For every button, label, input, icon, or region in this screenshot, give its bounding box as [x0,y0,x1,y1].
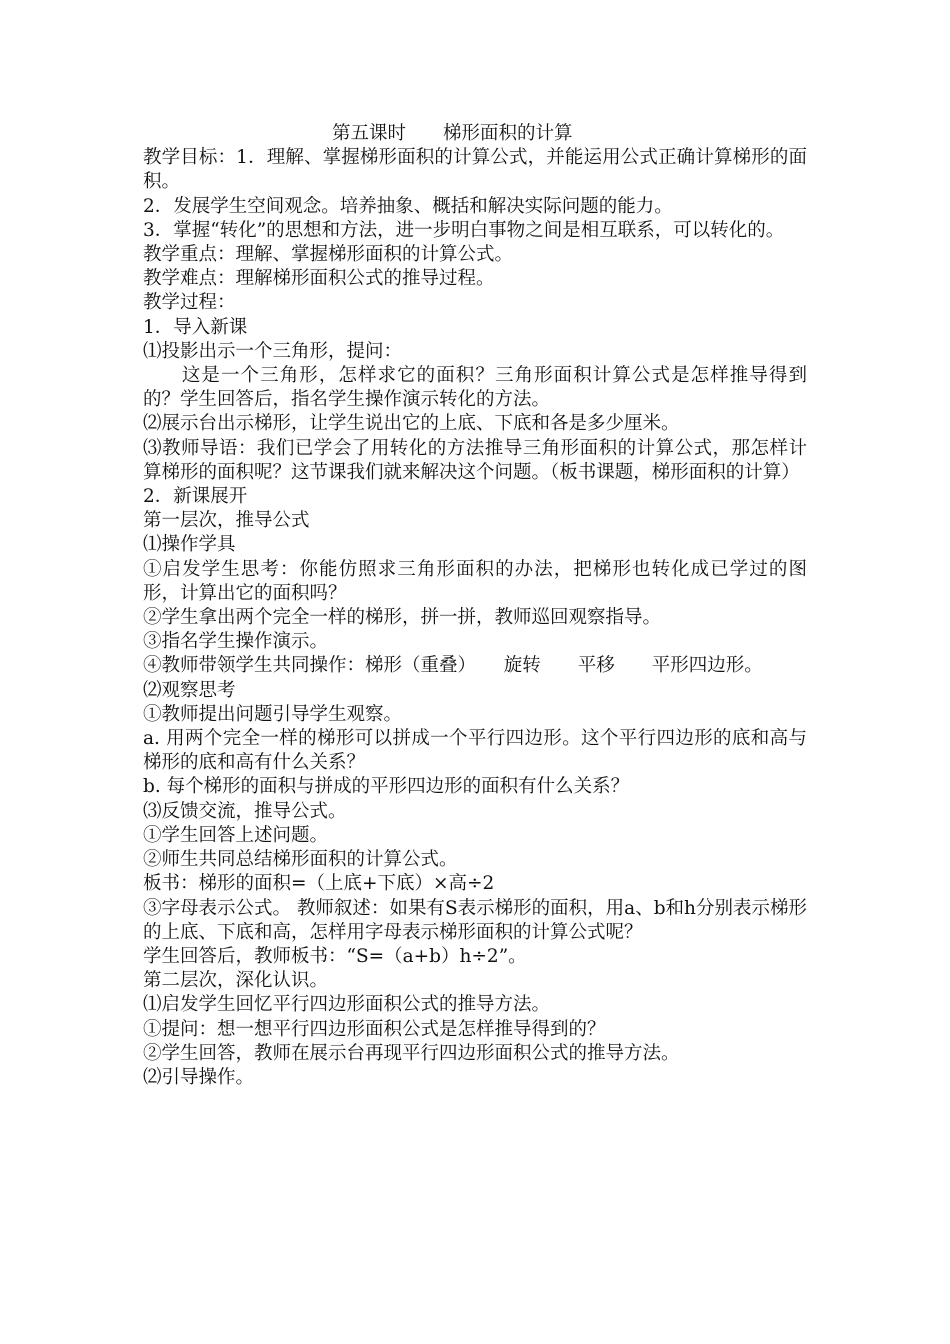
paragraph-question-a: a. 用两个完全一样的梯形可以拼成一个平行四边形。这个平行四边形的底和高与梯形的底和高有什么关系？ [143,728,807,774]
paragraph-operate-4: ④教师带领学生共同操作：梯形（重叠） 旋转 平移 平形四边形。 [143,655,763,677]
paragraph-section-2: 2．新课展开 [143,486,248,508]
paragraph-operate-1: ①启发学生思考：你能仿照求三角形面积的办法，把梯形也转化成已学过的图形，计算出它的面积吗？ [143,558,807,604]
paragraph-recall: ⑴启发学生回忆平行四边形面积公式的推导方法。 [143,994,551,1016]
paragraph-step-1-1-detail: 这是一个三角形，怎样求它的面积？三角形面积计算公式是怎样推导得到的？学生回答后，指名学生操作演示转化的方法。 [143,365,807,411]
paragraph-question-b: b. 每个梯形的面积与拼成的平形四边形的面积有什么关系？ [143,776,630,798]
paragraph-guide-operate: ⑵引导操作。 [143,1066,255,1088]
paragraph-feedback-1: ①学生回答上述问题。 [143,824,329,846]
paragraph-operate-2: ②学生拿出两个完全一样的梯形，拼一拼，教师巡回观察指导。 [143,607,662,629]
paragraph-feedback-2: ②师生共同总结梯形面积的计算公式。 [143,849,458,871]
paragraph-feedback: ⑶反馈交流，推导公式。 [143,800,347,822]
paragraph-step-1-2: ⑵展示台出示梯形，让学生说出它的上底、下底和各是多少厘米。 [143,413,680,435]
paragraph-section-1: 1．导入新课 [143,316,248,338]
paragraph-observe: ⑵观察思考 [143,679,236,701]
paragraph-recall-2: ②学生回答，教师在展示台再现平行四边形面积公式的推导方法。 [143,1042,680,1064]
paragraph-difficulty: 教学难点：理解梯形面积公式的推导过程。 [143,268,495,290]
paragraph-teaching-goals: 教学目标：1．理解、掌握梯形面积的计算公式，并能运用公式正确计算梯形的面积。 [143,147,807,193]
lesson-title: 第五课时 梯形面积的计算 [332,123,573,144]
paragraph-observe-1: ①教师提出问题引导学生观察。 [143,703,403,725]
paragraph-operate-3: ③指名学生操作演示。 [143,631,329,653]
paragraph-process-heading: 教学过程： [143,292,236,314]
paragraph-goal-3: 3．掌握“转化”的思想和方法，进一步明白事物之间是相互联系，可以转化的。 [143,219,785,241]
paragraph-formula-board: 学生回答后，教师板书：“S=（a+b）h÷2”。 [143,945,527,967]
paragraph-formula-letters: ③字母表示公式。 教师叙述：如果有S表示梯形的面积，用a、b和h分别表示梯形的上底、下底和高，怎样用字母表示梯形面积的计算公式呢？ [143,897,807,943]
paragraph-step-1-3: ⑶教师导语：我们已学会了用转化的方法推导三角形面积的计算公式，那怎样计算梯形的面积呢？这节课我们就来解决这个问题。（板书课题，梯形面积的计算） [143,437,807,483]
paragraph-formula-words: 板书：梯形的面积=（上底+下底）×高÷2 [143,873,495,895]
paragraph-goal-2: 2．发展学生空间观念。培养抽象、概括和解决实际问题的能力。 [143,195,673,217]
paragraph-level-1: 第一层次，推导公式 [143,510,310,532]
paragraph-recall-1: ①提问：想一想平行四边形面积公式是怎样推导得到的？ [143,1018,606,1040]
paragraph-key-point: 教学重点：理解、掌握梯形面积的计算公式。 [143,244,514,266]
paragraph-level-2: 第二层次，深化认识。 [143,970,329,992]
paragraph-operate-tools: ⑴操作学具 [143,534,236,556]
document-page [143,122,807,1090]
paragraph-step-1-1: ⑴投影出示一个三角形，提问： [143,340,403,362]
